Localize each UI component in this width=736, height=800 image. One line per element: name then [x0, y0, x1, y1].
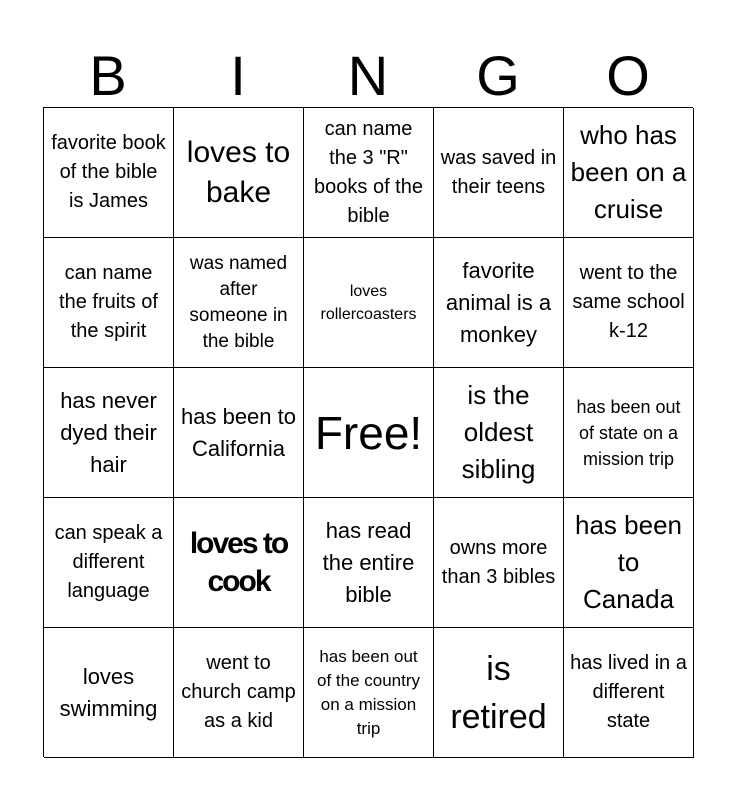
- bingo-cell[interactable]: can name the 3 "R" books of the bible: [304, 108, 434, 238]
- free-space-cell[interactable]: Free!: [304, 368, 434, 498]
- bingo-cell[interactable]: favorite book of the bible is James: [44, 108, 174, 238]
- bingo-cell[interactable]: loves to cook: [174, 498, 304, 628]
- bingo-cell[interactable]: is retired: [434, 628, 564, 758]
- header-letter-i: I: [230, 44, 246, 107]
- bingo-cell[interactable]: loves to bake: [174, 108, 304, 238]
- bingo-cell[interactable]: who has been on a cruise: [564, 108, 694, 238]
- bingo-cell[interactable]: loves swimming: [44, 628, 174, 758]
- bingo-cell[interactable]: has lived in a different state: [564, 628, 694, 758]
- header-letter-b: B: [89, 44, 127, 107]
- bingo-cell[interactable]: is the oldest sibling: [434, 368, 564, 498]
- bingo-cell[interactable]: owns more than 3 bibles: [434, 498, 564, 628]
- bingo-cell[interactable]: went to church camp as a kid: [174, 628, 304, 758]
- bingo-cell[interactable]: has read the entire bible: [304, 498, 434, 628]
- bingo-cell[interactable]: was named after someone in the bible: [174, 238, 304, 368]
- bingo-header: [43, 44, 693, 108]
- bingo-cell[interactable]: can speak a different language: [44, 498, 174, 628]
- bingo-cell[interactable]: favorite animal is a monkey: [434, 238, 564, 368]
- bingo-cell[interactable]: loves rollercoasters: [304, 238, 434, 368]
- bingo-grid: [43, 107, 693, 757]
- bingo-cell[interactable]: has been out of state on a mission trip: [564, 368, 694, 498]
- bingo-cell[interactable]: has been out of the country on a mission trip: [304, 628, 434, 758]
- bingo-cell[interactable]: has been to Canada: [564, 498, 694, 628]
- header-letter-n: N: [347, 44, 389, 107]
- header-letter-g: G: [476, 44, 520, 107]
- header-letter-o: O: [606, 44, 650, 107]
- bingo-cell[interactable]: can name the fruits of the spirit: [44, 238, 174, 368]
- bingo-cell[interactable]: has never dyed their hair: [44, 368, 174, 498]
- bingo-cell[interactable]: has been to California: [174, 368, 304, 498]
- bingo-cell[interactable]: went to the same school k-12: [564, 238, 694, 368]
- bingo-cell[interactable]: was saved in their teens: [434, 108, 564, 238]
